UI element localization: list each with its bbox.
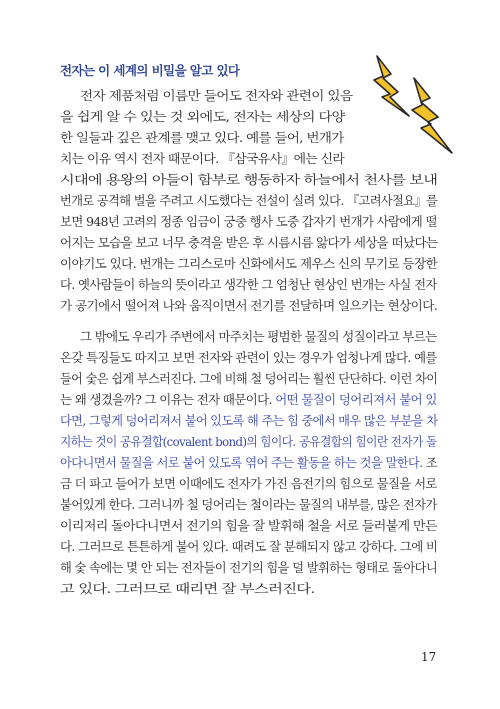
text-line [60,539,437,555]
text-line [60,193,437,209]
text-line [60,109,344,125]
text-run: 전자 제품처럼 이름만 들어도 전자와 관련이 있음 [80,89,353,103]
text-line [60,392,437,408]
text-line [60,497,437,513]
text-run: 붙어있게 한다. 그러니까 철 덩어리는 철이라는 물질의 내부를, 많은 전자가 [60,498,437,512]
text-line [60,413,437,429]
text-line [60,298,437,314]
highlighted-text: 다면, 그렇게 덩어리져서 붙어 있도록 해 주는 힘 중에서 매우 많은 부분을 차 [60,414,438,428]
text-run: 다. 그러므로 튼튼하게 붙어 있다. 때려도 잘 분해되지 않고 강하다. 그에 비 [60,540,438,554]
text-run: 해 숯 속에는 몇 안 되는 전자들이 전기의 힘을 덜 발휘하는 형태로 돌아다니 [60,561,438,575]
text-run: 금 더 파고 들어가 보면 이때에도 전자가 가진 음전기의 힘으로 물질을 서로 [60,477,437,491]
text-line [60,172,437,188]
text-run: 온갖 특징들도 따지고 보면 전자와 관련이 있는 경우가 엄청나게 많다. 예를 [60,351,437,365]
text-line [60,235,437,251]
text-line [60,560,437,576]
text-line [60,476,437,492]
text-line [80,88,352,104]
text-line [60,434,437,450]
highlighted-text: 어떤 물질이 덩어리져서 붙어 있 [275,393,437,407]
lightning-bolt-icon [412,78,452,153]
text-line [60,277,437,293]
text-line [80,329,437,345]
lightning-illustration [346,52,466,182]
text-line [60,581,315,597]
highlighted-text: 지하는 것이 공유결합(covalent bond)의 힘이다. 공유결합의 힘이란 전자가 돌 [60,435,437,449]
text-run: 어지는 모습을 보고 너무 충격을 받은 후 시름시름 앓다가 세상을 떠났다는 [60,236,438,250]
text-line [60,214,437,230]
text-run: 고 있다. 그러므로 때리면 잘 부스러진다. [60,582,315,596]
text-line [60,130,344,146]
text-line [60,371,437,387]
text-line [60,455,437,471]
text-run: 시대에 용왕의 아들이 함부로 행동하자 하늘에서 천사를 보내 [60,173,438,187]
text-run: 을 쉽게 알 수 있는 것 외에도, 전자는 세상의 다양 [60,110,345,124]
text-line [60,151,344,167]
text-line [60,256,437,272]
text-run: 이리저리 돌아다니면서 전기의 힘을 잘 발휘해 철을 서로 들러붙게 만든 [60,519,437,533]
text-line [60,350,437,366]
lightning-bolt-icon [374,56,409,116]
highlighted-text: 아다니면서 물질을 서로 붙어 있도록 엮어 주는 활동을 하는 것을 말한다. [60,456,423,470]
text-run: 번개로 공격해 벌을 주려고 시도했다는 전설이 실려 있다. 『고려사절요』를 [60,194,438,208]
text-line [60,518,437,534]
section-heading: 전자는 이 세계의 비밀을 알고 있다 [60,63,240,78]
text-run: 한 일들과 깊은 관계를 맺고 있다. 예를 들어, 번개가 [60,131,344,145]
text-run: 치는 이유 역시 전자 때문이다. 『삼국유사』에는 신라 [60,152,345,166]
text-run: 는 왜 생겼을까? 그 이유는 전자 때문이다. [60,393,276,407]
page-number: 17 [421,650,437,664]
text-run: 다. 옛사람들이 하늘의 뜻이라고 생각한 그 엄청난 현상인 번개는 사실 전자 [60,278,437,292]
text-run: 그 밖에도 우리가 주변에서 마주치는 평범한 물질의 성질이라고 부르는 [80,330,437,344]
text-run: 들어 숯은 쉽게 부스러진다. 그에 비해 철 덩어리는 훨씬 단단하다. 이런 차이 [60,372,438,386]
text-run: 가 공기에서 떨어져 나와 움직이면서 전기를 전달하며 일으키는 현상이다. [60,299,438,313]
text-run: 보면 948년 고려의 정종 임금이 궁중 행사 도중 갑자기 번개가 사람에게 떨 [60,215,437,229]
text-run: 이야기도 있다. 번개는 그리스로마 신화에서도 제우스 신의 무기로 등장한 [60,257,438,271]
text-run: 조 [422,456,438,470]
